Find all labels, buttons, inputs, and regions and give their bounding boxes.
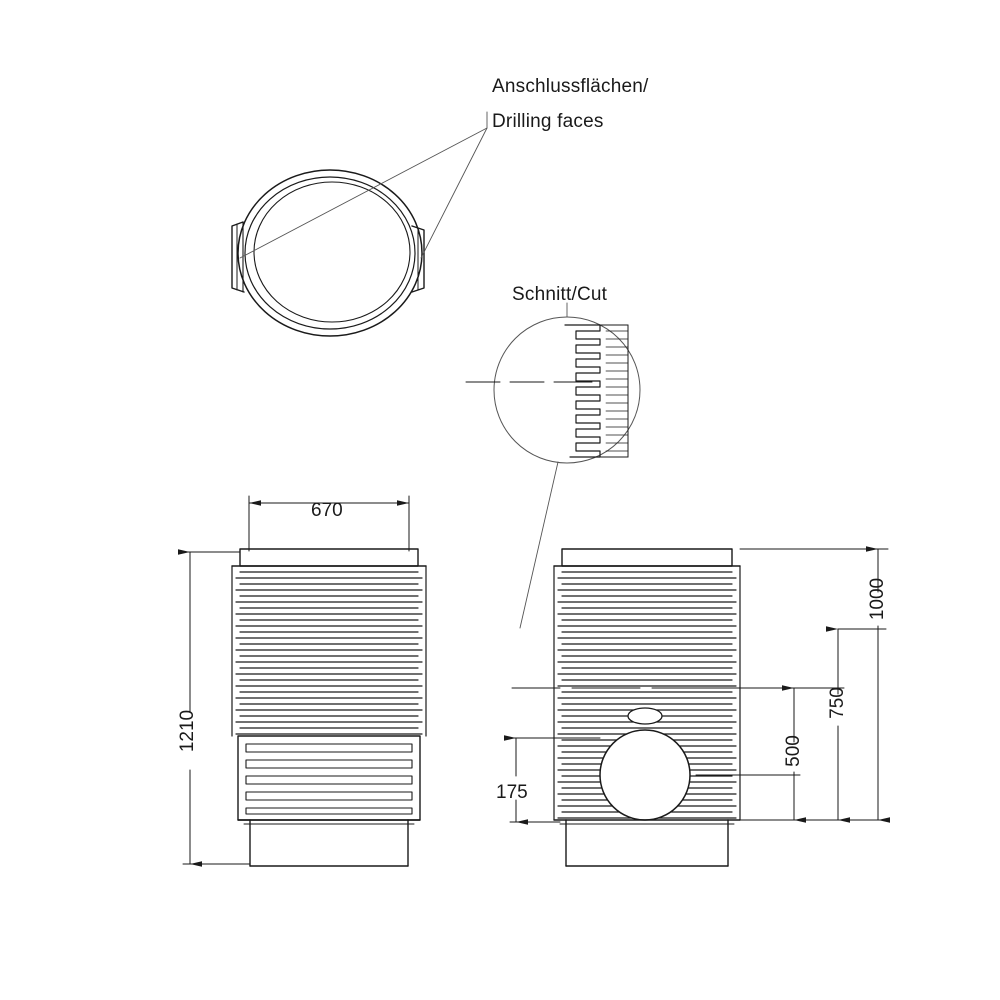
top-view-plan [232,112,487,336]
annotation-section-cut: Schnitt/Cut [512,284,608,305]
dimension-label-500: 500 [783,735,804,767]
dimension-label-175: 175 [496,782,528,803]
dimension-offset-175 [510,738,600,822]
drilled-opening-large [600,730,690,820]
annotation-drilling-faces-line1: Anschlussflächen/ [492,76,649,97]
dimension-label-670: 670 [311,500,343,521]
inlet-grate-panel [238,736,420,820]
dimension-label-750: 750 [827,687,848,719]
drilled-opening-small [628,708,662,724]
detail-section-view [466,303,640,628]
dimension-label-1210: 1210 [177,709,198,753]
annotation-drilling-faces-line2: Drilling faces [492,111,604,132]
side-view-elevation [512,549,740,866]
front-view-elevation [232,549,426,866]
dimension-label-1000: 1000 [867,577,888,621]
